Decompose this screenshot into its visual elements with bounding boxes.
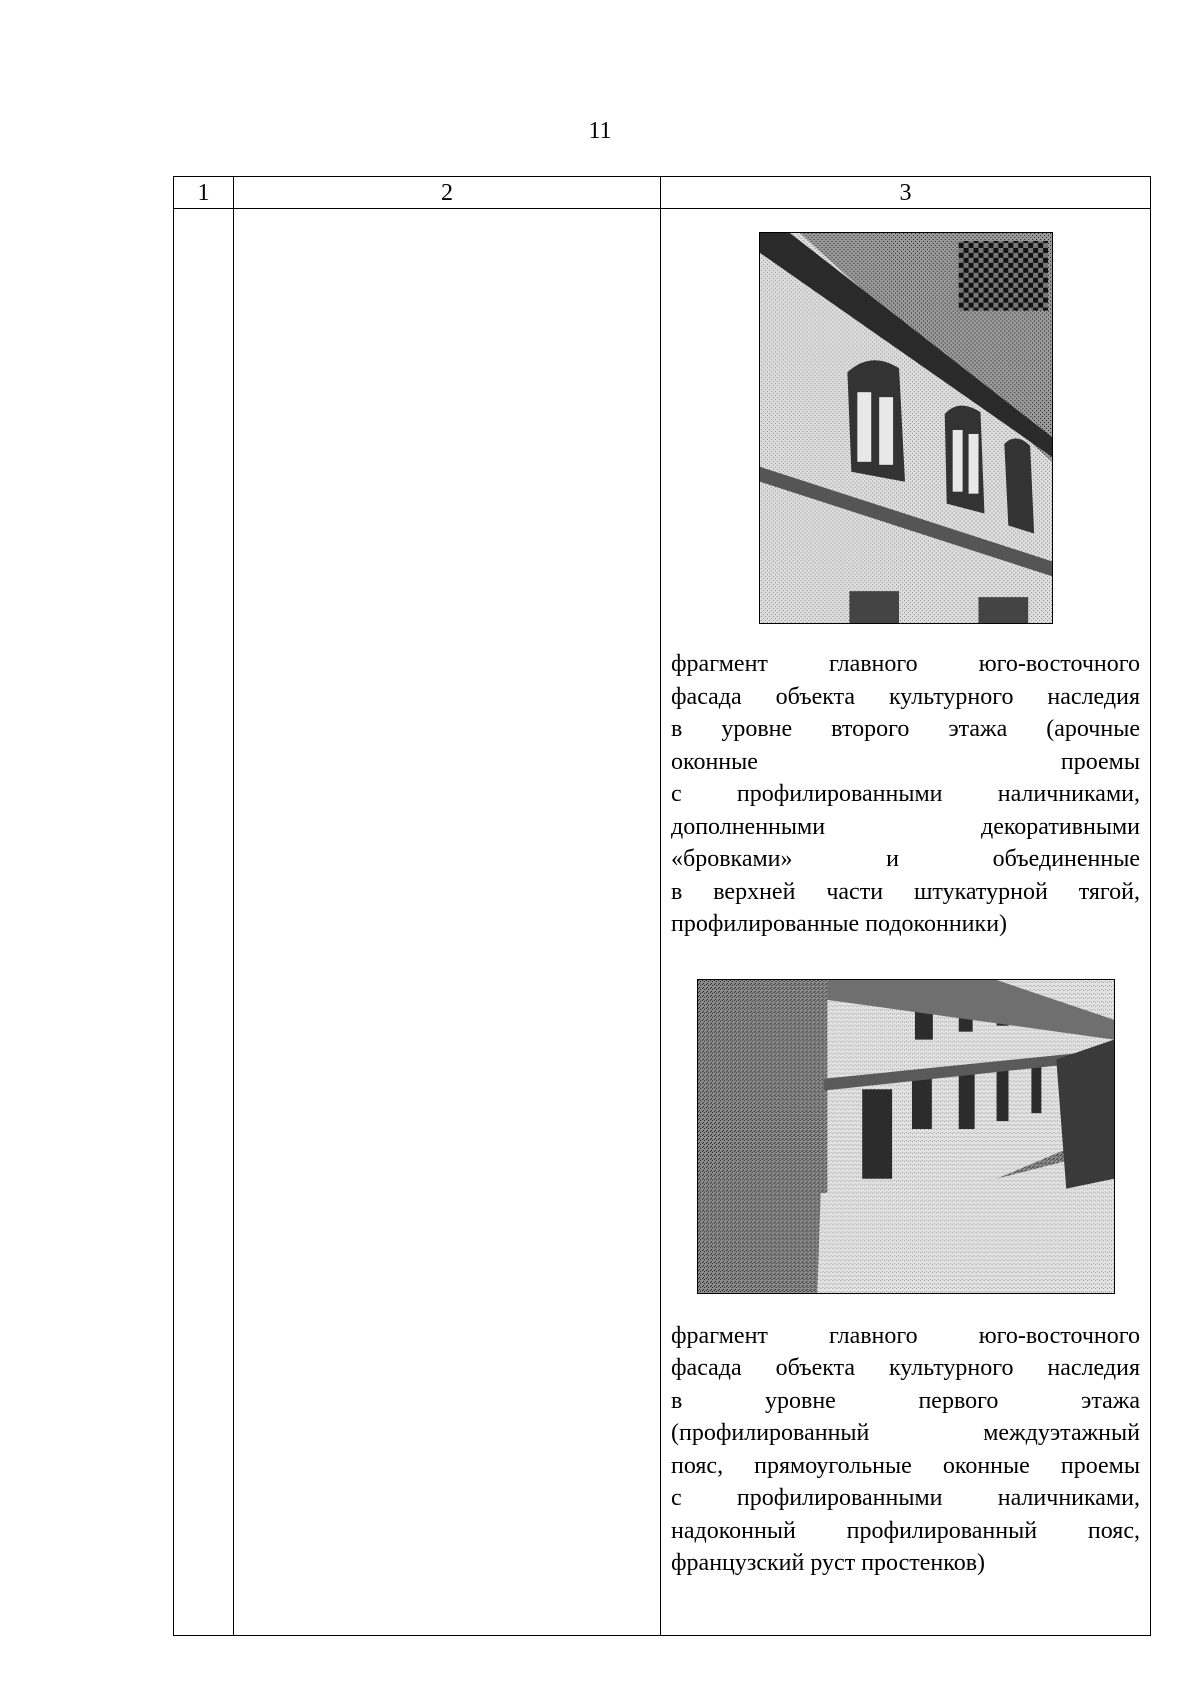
- caption-line: в уровне второго этажа (арочные: [671, 716, 1140, 742]
- page-number: 11: [588, 118, 612, 144]
- caption-line: оконные проемы: [671, 748, 1140, 775]
- caption-line: надоконный профилированный пояс,: [671, 1517, 1140, 1544]
- caption-line: (профилированный междуэтажный: [671, 1420, 1140, 1446]
- header-col-2: 2: [234, 177, 661, 209]
- caption-line: фасада объекта культурного наследия: [671, 683, 1140, 710]
- facade-second-floor-photo: [759, 232, 1053, 624]
- cell-col-2: [234, 209, 661, 1636]
- heritage-table: [173, 176, 1151, 1636]
- table-header-row: [174, 177, 1151, 209]
- caption-line: «бровками» и объединенные: [671, 846, 1140, 872]
- caption-line: в верхней части штукатурной тягой,: [671, 878, 1140, 905]
- caption-line: дополненными декоративными: [671, 813, 1140, 840]
- cell-col-3: [661, 209, 1151, 1636]
- facade-first-floor-photo: [697, 979, 1115, 1294]
- caption-line: с профилированными наличниками,: [671, 781, 1140, 807]
- header-col-3: 3: [661, 177, 1151, 209]
- header-col-1: 1: [174, 177, 234, 209]
- caption-line: с профилированными наличниками,: [671, 1485, 1140, 1511]
- caption-second-floor: [671, 648, 1140, 941]
- caption-line: фрагмент главного юго-восточного: [671, 651, 1140, 677]
- caption-line: профилированные подоконники): [671, 911, 1008, 937]
- caption-line: в уровне первого этажа: [671, 1387, 1140, 1414]
- caption-line: пояс, прямоугольные оконные проемы: [671, 1452, 1140, 1479]
- caption-line: французский руст простенков): [671, 1550, 986, 1576]
- caption-first-floor: [671, 1320, 1140, 1580]
- caption-line: фрагмент главного юго-восточного: [671, 1322, 1140, 1349]
- cell-col-1: [174, 209, 234, 1636]
- table-row: [174, 209, 1151, 1636]
- caption-line: фасада объекта культурного наследия: [671, 1355, 1140, 1381]
